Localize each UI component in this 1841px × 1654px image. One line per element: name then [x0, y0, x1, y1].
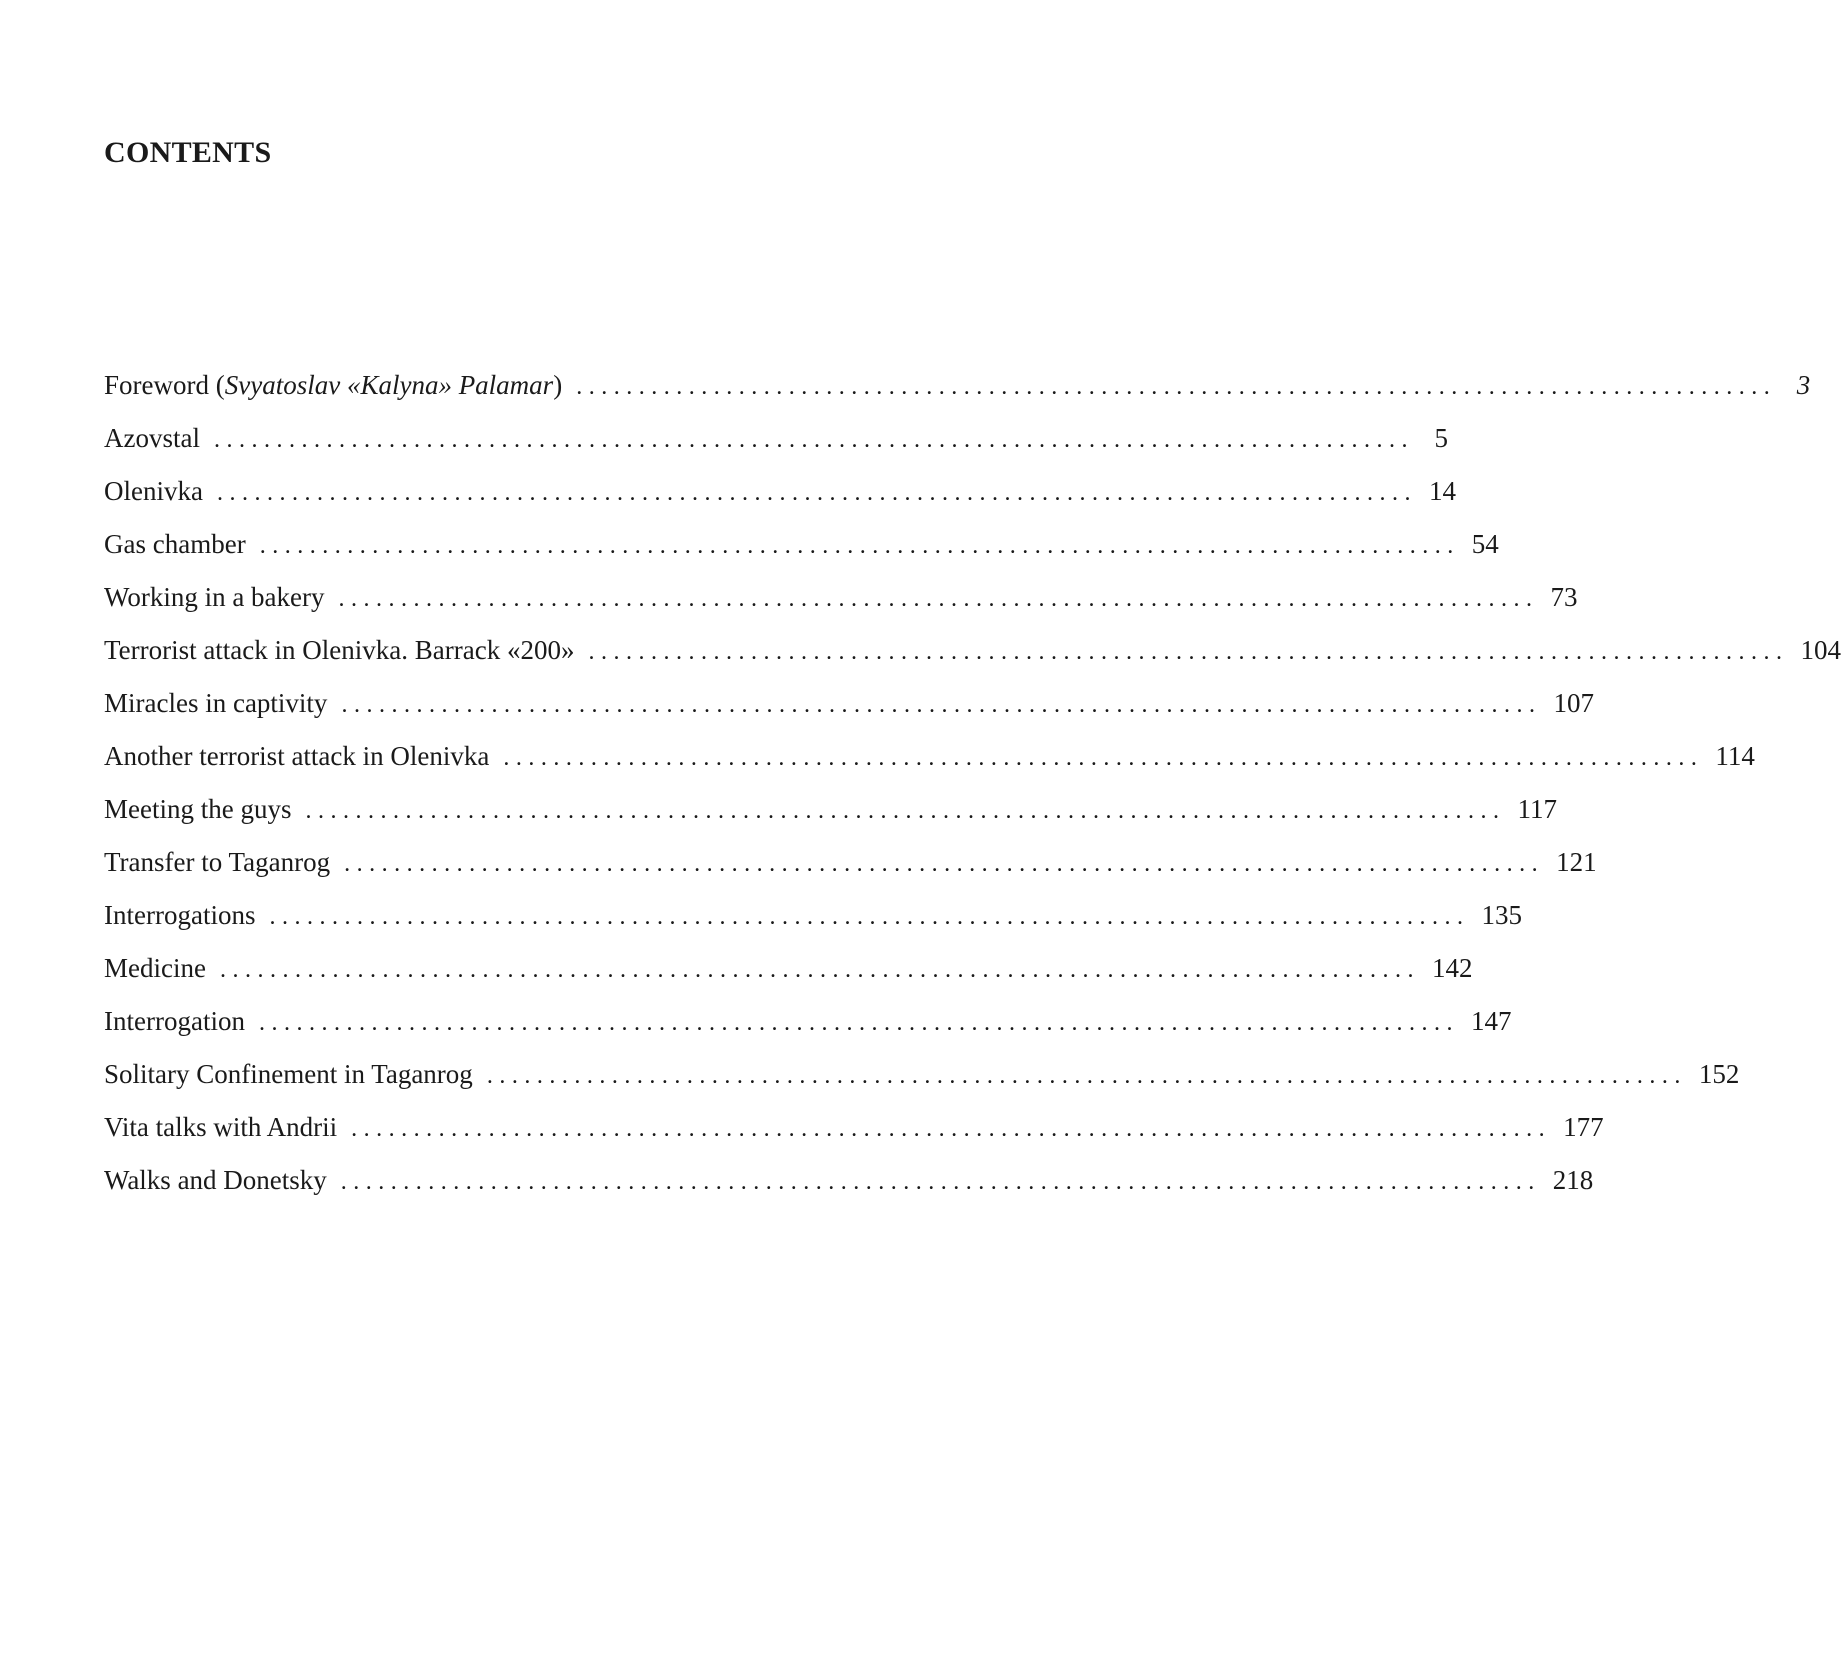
toc-entry-page-number: 3	[1796, 370, 1811, 400]
toc-entry-title-text: Another terrorist attack in Olenivka	[104, 741, 490, 771]
dot-leader: ................................................................................................	[588, 639, 1789, 665]
toc-entry-page-number: 73	[1550, 582, 1578, 612]
page-title: CONTENTS	[104, 136, 272, 169]
toc-entry-title	[104, 582, 325, 613]
toc-entry-page-number: 177	[1563, 1112, 1604, 1142]
toc-entry	[104, 1165, 1594, 1218]
toc-entry	[104, 476, 1456, 529]
toc-entry-page-number: 218	[1552, 1165, 1594, 1195]
dot-leader: ................................................................................................	[341, 692, 1542, 718]
toc-entry	[104, 529, 1499, 582]
toc-entry-title-text: Solitary Confinement in Taganrog	[104, 1059, 473, 1089]
dot-leader: ................................................................................................	[351, 1116, 1552, 1142]
toc-entry	[104, 423, 1448, 476]
toc-entry-page-number: 142	[1431, 953, 1473, 983]
toc-entry	[104, 1112, 1604, 1165]
toc-entry	[104, 741, 1755, 794]
toc-entry-page-number: 107	[1553, 688, 1594, 718]
toc-entry-page-number: 5	[1434, 423, 1448, 453]
toc-entry-title-text: Transfer to Taganrog	[104, 847, 331, 877]
toc-entry	[104, 370, 1811, 423]
toc-entry-title	[104, 1112, 337, 1143]
toc-entry-page-number: 54	[1471, 529, 1499, 559]
toc-entry-page-number: 114	[1715, 741, 1755, 771]
toc-entry-page-number: 14	[1428, 476, 1456, 506]
toc-entry-title-text: Medicine	[104, 953, 206, 983]
toc-entry-title-text: Azovstal	[104, 423, 200, 453]
toc-entry-title-text: Foreword (	[104, 370, 225, 400]
toc-entry-title-text: Olenivka	[104, 476, 203, 506]
dot-leader: ................................................................................................	[305, 798, 1506, 824]
toc-entry-title	[104, 1006, 245, 1037]
toc-entry-title	[104, 476, 203, 507]
toc-entry-author: Svyatoslav «Kalyna» Palamar	[224, 370, 554, 400]
toc-entry	[104, 1059, 1740, 1112]
toc-entry-page-number: 152	[1698, 1059, 1740, 1089]
toc-entry-page-number: 135	[1481, 900, 1522, 930]
dot-leader: ................................................................................................	[219, 957, 1420, 983]
toc-entry	[104, 900, 1522, 953]
toc-entry	[104, 794, 1557, 847]
toc-entry-page-number: 121	[1556, 847, 1597, 877]
toc-entry-title	[104, 635, 574, 666]
dot-leader: ................................................................................................	[259, 533, 1460, 559]
toc-entry-title	[104, 847, 330, 878]
dot-leader: ................................................................................................	[338, 586, 1539, 612]
dot-leader: ................................................................................................	[213, 427, 1414, 453]
toc-entry-title	[104, 1165, 327, 1196]
toc-entry-title-text: Working in a bakery	[104, 582, 325, 612]
toc-entry-title-text: Gas chamber	[104, 529, 246, 559]
toc-entry-title-text: Meeting the guys	[104, 794, 292, 824]
toc-entry-title	[104, 794, 291, 825]
toc-entry-title	[104, 688, 327, 719]
toc-entry-title	[104, 741, 489, 772]
dot-leader: ................................................................................................	[576, 374, 1777, 400]
toc-entry-page-number: 117	[1517, 794, 1557, 824]
toc-entry-title	[104, 953, 206, 984]
toc-entry-page-number: 104	[1800, 635, 1841, 665]
toc-entry-title-text: Vita talks with Andrii	[104, 1112, 338, 1142]
toc-entry	[104, 582, 1578, 635]
toc-entry	[104, 688, 1594, 741]
toc-entry	[104, 847, 1597, 900]
toc-entry-title-suffix: )	[553, 370, 563, 400]
toc-entry-title	[104, 900, 255, 931]
dot-leader: ................................................................................................	[269, 904, 1470, 930]
dot-leader: ................................................................................................	[216, 480, 1417, 506]
toc-entry-title	[104, 1059, 473, 1090]
dot-leader: ................................................................................................	[344, 851, 1545, 877]
dot-leader: ................................................................................................	[258, 1010, 1459, 1036]
dot-leader: ................................................................................................	[340, 1169, 1541, 1195]
toc-entry-title	[104, 423, 200, 454]
toc-entry-title	[104, 529, 246, 560]
toc-entry-page-number: 147	[1470, 1006, 1512, 1036]
toc-entry	[104, 635, 1841, 688]
toc-entry-title-text: Interrogation	[104, 1006, 245, 1036]
toc-entry-title-text: Walks and Donetsky	[104, 1165, 327, 1195]
table-of-contents	[104, 370, 1841, 1218]
toc-entry-title-text: Interrogations	[104, 900, 256, 930]
toc-entry	[104, 953, 1473, 1006]
toc-entry-title-text: Miracles in captivity	[104, 688, 328, 718]
toc-entry-title-text: Terrorist attack in Olenivka. Barrack «200»	[104, 635, 575, 665]
toc-entry-title	[104, 370, 562, 401]
dot-leader: ................................................................................................	[503, 745, 1704, 771]
dot-leader: ................................................................................................	[486, 1063, 1687, 1089]
toc-entry	[104, 1006, 1512, 1059]
